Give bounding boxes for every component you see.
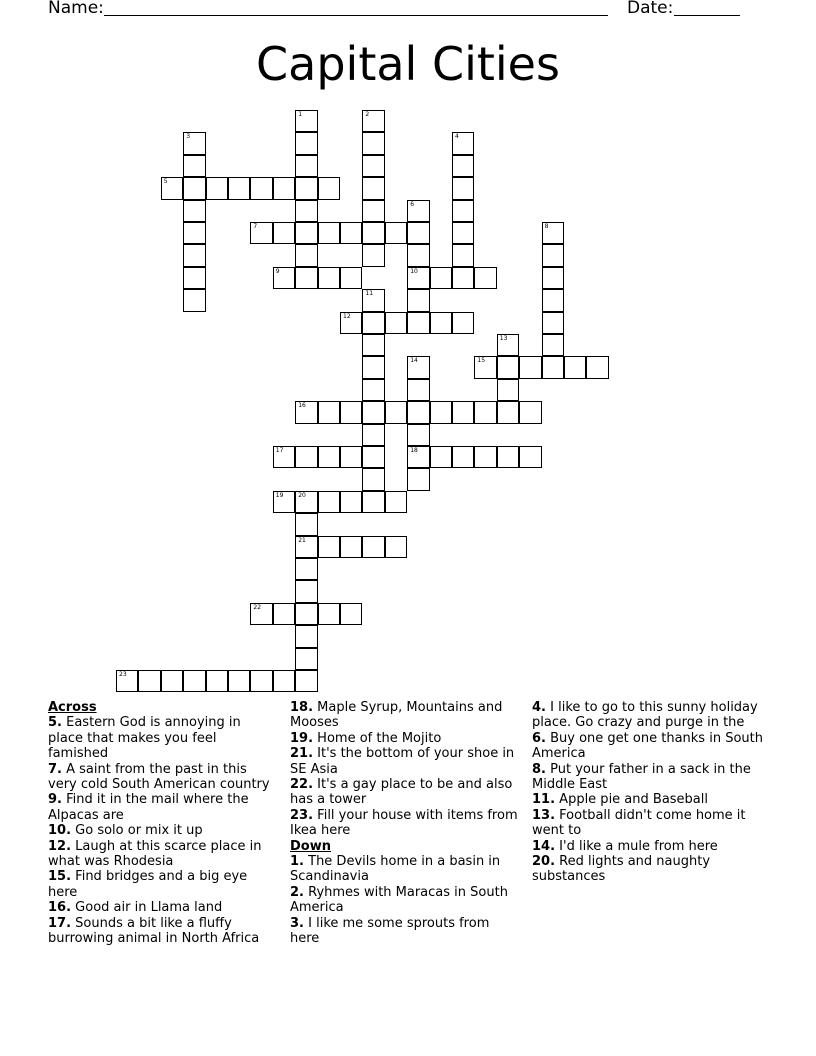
grid-cell[interactable]	[250, 177, 272, 199]
grid-cell[interactable]	[474, 356, 496, 378]
grid-cell[interactable]	[206, 670, 228, 692]
clue-down-14: 14. I'd like a mule from here	[532, 838, 718, 854]
grid-cell[interactable]	[430, 312, 452, 334]
grid-cell[interactable]	[430, 446, 452, 468]
grid-cell[interactable]	[407, 200, 429, 222]
grid-cell[interactable]	[116, 670, 138, 692]
grid-cell[interactable]	[385, 491, 407, 513]
clue-across-18: 18. Maple Syrup, Mountains and Mooses	[290, 700, 503, 731]
name-label: Name:	[48, 0, 104, 18]
grid-cell[interactable]	[452, 267, 474, 289]
grid-cell[interactable]	[340, 401, 362, 423]
grid-cell[interactable]	[340, 491, 362, 513]
cell-number: 16	[298, 402, 306, 410]
grid-cell[interactable]	[273, 446, 295, 468]
clue-across-21: 21. It's the bottom of your shoe in SE Asia	[290, 746, 515, 777]
grid-cell[interactable]	[362, 222, 384, 244]
grid-cell[interactable]	[542, 244, 564, 266]
grid-cell[interactable]	[183, 267, 205, 289]
date-label: Date:	[627, 0, 674, 18]
cell-number: 2	[365, 111, 370, 118]
grid-cell[interactable]	[295, 155, 317, 177]
grid-cell[interactable]	[474, 267, 496, 289]
grid-cell[interactable]	[407, 222, 429, 244]
grid-cell[interactable]	[385, 312, 407, 334]
grid-cell[interactable]	[542, 289, 564, 311]
clue-across-23: 23. Fill your house with items from Ikea here	[290, 807, 518, 839]
grid-cell[interactable]	[564, 356, 586, 378]
grid-cell[interactable]	[497, 446, 519, 468]
cell-number: 6	[410, 200, 415, 208]
grid-cell[interactable]	[407, 379, 429, 401]
grid-cell[interactable]	[362, 536, 384, 558]
cell-number: 7	[253, 223, 258, 230]
cell-number: 5	[163, 178, 168, 186]
grid-cell[interactable]	[519, 356, 541, 378]
clue-down-11: 11. Apple pie and Baseball	[532, 792, 708, 808]
cell-number: 21	[298, 536, 306, 544]
grid-cell[interactable]	[452, 177, 474, 199]
grid-cell[interactable]	[183, 670, 205, 692]
grid-cell[interactable]	[318, 401, 340, 423]
clue-across-16: 16. Good air in Llama land	[48, 900, 223, 916]
grid-cell[interactable]	[430, 267, 452, 289]
grid-cell[interactable]	[318, 491, 340, 513]
clue-down-2: 2. Ryhmes with Maracas in South America	[290, 884, 508, 916]
grid-cell[interactable]	[474, 401, 496, 423]
grid-cell[interactable]	[318, 177, 340, 199]
cell-number: 23	[119, 671, 127, 678]
grid-cell[interactable]	[452, 401, 474, 423]
grid-cell[interactable]	[452, 200, 474, 222]
cell-number: 18	[410, 447, 418, 454]
cell-number: 1	[298, 111, 303, 118]
clue-across-12: 12. Laugh at this scarce place in what was Rhodesia	[48, 838, 262, 870]
grid-cell[interactable]	[295, 491, 317, 513]
grid-cell[interactable]	[295, 132, 317, 154]
grid-cell[interactable]	[340, 267, 362, 289]
grid-cell[interactable]	[295, 222, 317, 244]
grid-cell[interactable]	[295, 558, 317, 580]
clues-column-1	[48, 700, 276, 947]
grid-cell[interactable]	[362, 244, 384, 266]
grid-cell[interactable]	[273, 603, 295, 625]
grid-cell[interactable]	[362, 424, 384, 446]
grid-cell[interactable]	[183, 222, 205, 244]
clue-across-9: 9. Find it in the mail where the Alpacas are	[48, 792, 249, 823]
clue-down-13: 13. Football didn't come home it went to	[532, 807, 746, 839]
page-title: Capital Cities	[256, 37, 560, 91]
grid-cell[interactable]	[385, 222, 407, 244]
cell-number: 19	[275, 491, 284, 499]
grid-cell[interactable]	[452, 155, 474, 177]
grid-cell[interactable]	[295, 580, 317, 602]
grid-cell[interactable]	[138, 670, 160, 692]
cell-number: 11	[365, 290, 374, 298]
grid-cell[interactable]	[183, 200, 205, 222]
grid-cell[interactable]	[295, 603, 317, 625]
grid-cell[interactable]	[586, 356, 608, 378]
grid-cell[interactable]	[183, 155, 205, 177]
grid-cell[interactable]	[452, 222, 474, 244]
grid-cell[interactable]	[318, 603, 340, 625]
grid-cell[interactable]	[362, 468, 384, 490]
grid-cell[interactable]	[474, 446, 496, 468]
cell-number: 14	[410, 357, 418, 365]
grid-cell[interactable]	[430, 401, 452, 423]
grid-cell[interactable]	[452, 446, 474, 468]
grid-cell[interactable]	[295, 244, 317, 266]
grid-cell[interactable]	[250, 603, 272, 625]
grid-cell[interactable]	[161, 670, 183, 692]
grid-cell[interactable]	[362, 312, 384, 334]
cell-number: 10	[410, 267, 418, 275]
grid-cell[interactable]	[407, 267, 429, 289]
clue-across-7: 7. A saint from the past in this very cold South American country	[48, 761, 270, 793]
clue-across-15: 15. Find bridges and a big eye here	[48, 869, 248, 900]
clue-across-10: 10. Go solo or mix it up	[48, 823, 203, 839]
cell-number: 9	[275, 267, 280, 275]
grid-cell[interactable]	[318, 222, 340, 244]
clue-down-20: 20. Red lights and naughty substances	[532, 854, 711, 885]
clue-down-1: 1. The Devils home in a basin in Scandinavia	[290, 854, 501, 885]
grid-cell[interactable]	[295, 670, 317, 692]
grid-cell[interactable]	[228, 670, 250, 692]
cell-number: 22	[253, 603, 262, 611]
grid-cell[interactable]	[362, 289, 384, 311]
grid-cell[interactable]	[497, 379, 519, 401]
grid-cell[interactable]	[362, 177, 384, 199]
clue-down-8: 8. Put your father in a sack in the Middle East	[532, 761, 751, 793]
grid-cell[interactable]	[295, 401, 317, 423]
clues-column-2	[290, 700, 520, 947]
grid-cell[interactable]	[295, 110, 317, 132]
grid-cell[interactable]	[295, 536, 317, 558]
grid-cell[interactable]	[250, 670, 272, 692]
grid-cell[interactable]	[497, 401, 519, 423]
grid-cell[interactable]	[318, 536, 340, 558]
grid-cell[interactable]	[362, 446, 384, 468]
grid-cell[interactable]	[452, 312, 474, 334]
grid-cell[interactable]	[542, 356, 564, 378]
clue-across-19: 19. Home of the Mojito	[290, 730, 442, 746]
down-heading: Down	[290, 838, 331, 854]
grid-cell[interactable]	[295, 446, 317, 468]
grid-cell[interactable]	[183, 177, 205, 199]
grid-cell[interactable]	[385, 536, 407, 558]
grid-cell[interactable]	[542, 334, 564, 356]
grid-cell[interactable]	[161, 177, 183, 199]
clue-down-6: 6. Buy one get one thanks in South America	[532, 730, 763, 762]
grid-cell[interactable]	[519, 446, 541, 468]
grid-cell[interactable]	[273, 491, 295, 513]
clue-across-17: 17. Sounds a bit like a fluffy burrowing animal in North Africa	[48, 915, 260, 947]
grid-cell[interactable]	[362, 356, 384, 378]
grid-cell[interactable]	[340, 603, 362, 625]
grid-cell[interactable]	[340, 312, 362, 334]
cell-number: 17	[275, 447, 284, 454]
grid-cell[interactable]	[452, 132, 474, 154]
grid-cell[interactable]	[340, 536, 362, 558]
grid-cell[interactable]	[362, 132, 384, 154]
cell-number: 12	[343, 312, 351, 320]
grid-cell[interactable]	[273, 177, 295, 199]
grid-cell[interactable]	[362, 200, 384, 222]
grid-cell[interactable]	[542, 222, 564, 244]
grid-cell[interactable]	[183, 244, 205, 266]
across-heading: Across	[48, 700, 97, 715]
grid-cell[interactable]	[183, 132, 205, 154]
grid-cell[interactable]	[295, 177, 317, 199]
clue-across-22: 22. It's a gay place to be and also has a tower	[290, 777, 513, 808]
grid-cell[interactable]	[407, 289, 429, 311]
grid-cell[interactable]	[542, 267, 564, 289]
grid-cell[interactable]	[362, 155, 384, 177]
grid-cell[interactable]	[407, 424, 429, 446]
grid-cell[interactable]	[318, 267, 340, 289]
clue-across-5: 5. Eastern God is annoying in place that makes you feel famished	[48, 715, 241, 762]
grid-cell[interactable]	[273, 222, 295, 244]
grid-cell[interactable]	[206, 177, 228, 199]
clue-down-4: 4. I like to go to this sunny holiday place. Go crazy and purge in the	[532, 700, 758, 731]
grid-cell[interactable]	[407, 468, 429, 490]
grid-cell[interactable]	[407, 356, 429, 378]
grid-cell[interactable]	[542, 312, 564, 334]
cell-number: 13	[499, 335, 508, 342]
grid-cell[interactable]	[295, 513, 317, 535]
grid-cell[interactable]	[183, 289, 205, 311]
grid-cell[interactable]	[318, 446, 340, 468]
cell-number: 8	[544, 223, 549, 230]
grid-cell[interactable]	[295, 648, 317, 670]
clue-down-3: 3. I like me some sprouts from here	[290, 915, 490, 947]
grid-cell[interactable]	[407, 312, 429, 334]
cell-number: 15	[477, 357, 486, 365]
grid-cell[interactable]	[362, 379, 384, 401]
grid-cell[interactable]	[273, 670, 295, 692]
grid-cell[interactable]	[250, 222, 272, 244]
grid-cell[interactable]	[519, 401, 541, 423]
clues-column-3	[532, 700, 768, 885]
cell-number: 20	[298, 491, 306, 499]
cell-number: 4	[455, 133, 459, 141]
grid-cell[interactable]	[273, 267, 295, 289]
grid-cell[interactable]	[362, 334, 384, 356]
grid-cell[interactable]	[362, 110, 384, 132]
cell-number: 3	[186, 133, 191, 141]
grid-cell[interactable]	[407, 446, 429, 468]
grid-cell[interactable]	[340, 446, 362, 468]
grid-cell[interactable]	[385, 401, 407, 423]
grid-cell[interactable]	[362, 491, 384, 513]
grid-cell[interactable]	[452, 244, 474, 266]
grid-cell[interactable]	[407, 244, 429, 266]
grid-cell[interactable]	[497, 356, 519, 378]
grid-cell[interactable]	[340, 222, 362, 244]
grid-cell[interactable]	[295, 200, 317, 222]
grid-cell[interactable]	[362, 401, 384, 423]
grid-cell[interactable]	[228, 177, 250, 199]
grid-cell[interactable]	[295, 625, 317, 647]
grid-cell[interactable]	[295, 267, 317, 289]
grid-cell[interactable]	[497, 334, 519, 356]
grid-cell[interactable]	[407, 401, 429, 423]
